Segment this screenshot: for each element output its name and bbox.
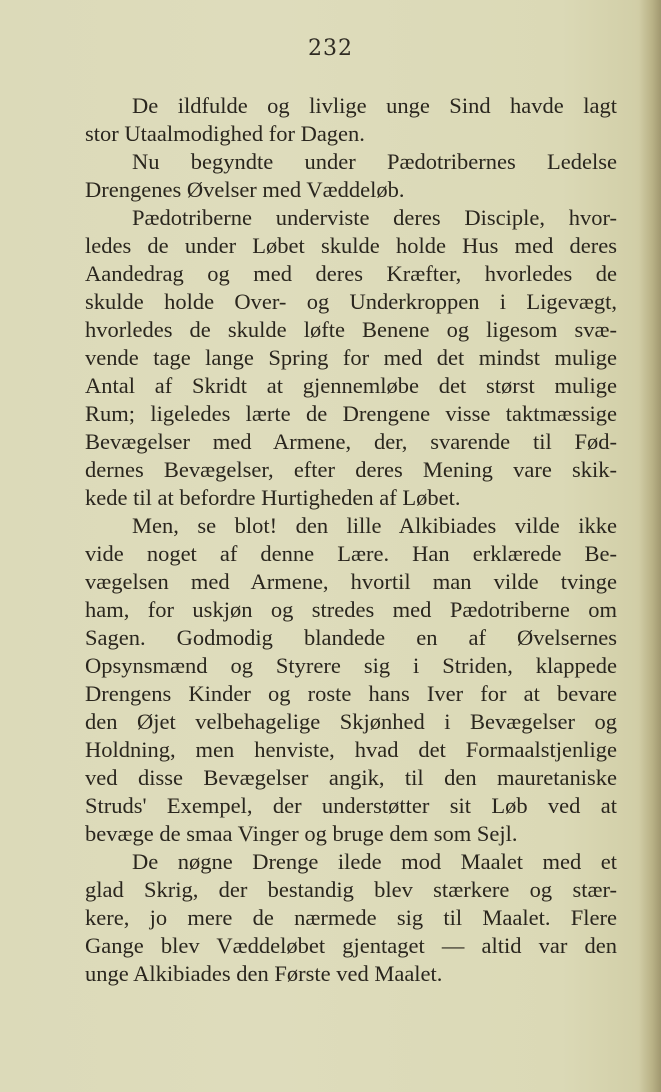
text-line: Pædotriberne underviste deres Disciple, hvor- — [132, 205, 617, 230]
text-line: Rum; ligeledes lærte de Drengene visse taktmæssige — [85, 401, 617, 426]
text-line: Holdning, men henviste, hvad det Formaalstjenlige — [85, 737, 617, 762]
body-text — [85, 92, 617, 988]
text-line: Drengens Kinder og roste hans Iver for at bevare — [85, 681, 617, 706]
text-line: vægelsen med Armene, hvortil man vilde tvinge — [85, 569, 617, 594]
text-line: unge Alkibiades den Første ved Maalet. — [85, 961, 443, 986]
text-line: ved disse Bevægelser angik, til den mauretaniske — [85, 765, 617, 790]
text-line: Gange blev Væddeløbet gjentaget — altid var den — [85, 933, 617, 958]
text-line: Bevægelser med Armene, der, svarende til Fød- — [85, 429, 617, 454]
text-line: ledes de under Løbet skulde holde Hus med deres — [85, 233, 617, 258]
text-line: glad Skrig, der bestandig blev stærkere og stær- — [85, 877, 617, 902]
text-line: Men, se blot! den lille Alkibiades vilde ikke — [132, 513, 617, 538]
text-line: vide noget af denne Lære. Han erklærede Be- — [85, 541, 617, 566]
text-line: kere, jo mere de nærmede sig til Maalet. Flere — [85, 905, 617, 930]
text-line: Opsynsmænd og Styrere sig i Striden, klappede — [85, 653, 617, 678]
page-number: 232 — [308, 36, 353, 61]
text-line: Drengenes Øvelser med Væddeløb. — [85, 177, 405, 202]
page-edge — [639, 0, 661, 1092]
text-line: skulde holde Over- og Underkroppen i Ligevægt, — [85, 289, 617, 314]
text-line: Aandedrag og med deres Kræfter, hvorledes de — [85, 261, 617, 286]
text-line: vende tage lange Spring for med det mindst mulige — [85, 345, 617, 370]
text-line: De ildfulde og livlige unge Sind havde lagt — [132, 93, 617, 118]
text-line: Sagen. Godmodig blandede en af Øvelsernes — [85, 625, 617, 650]
text-line: dernes Bevægelser, efter deres Mening vare skik- — [85, 457, 617, 482]
text-line: den Øjet velbehagelige Skjønhed i Bevægelser og — [85, 709, 617, 734]
text-line: ham, for uskjøn og stredes med Pædotriberne om — [85, 597, 617, 622]
text-line: bevæge de smaa Vinger og bruge dem som Sejl. — [85, 821, 518, 846]
text-line: Nu begyndte under Pædotribernes Ledelse — [132, 149, 617, 174]
text-line: hvorledes de skulde løfte Benene og ligesom svæ- — [85, 317, 617, 342]
text-line: Struds' Exempel, der understøtter sit Løb ved at — [85, 793, 617, 818]
text-line: De nøgne Drenge ilede mod Maalet med et — [132, 849, 617, 874]
text-line: Antal af Skridt at gjennemløbe det størst mulige — [85, 373, 617, 398]
text-line: stor Utaalmodighed for Dagen. — [85, 121, 365, 146]
text-line: kede til at befordre Hurtigheden af Løbet. — [85, 485, 461, 510]
